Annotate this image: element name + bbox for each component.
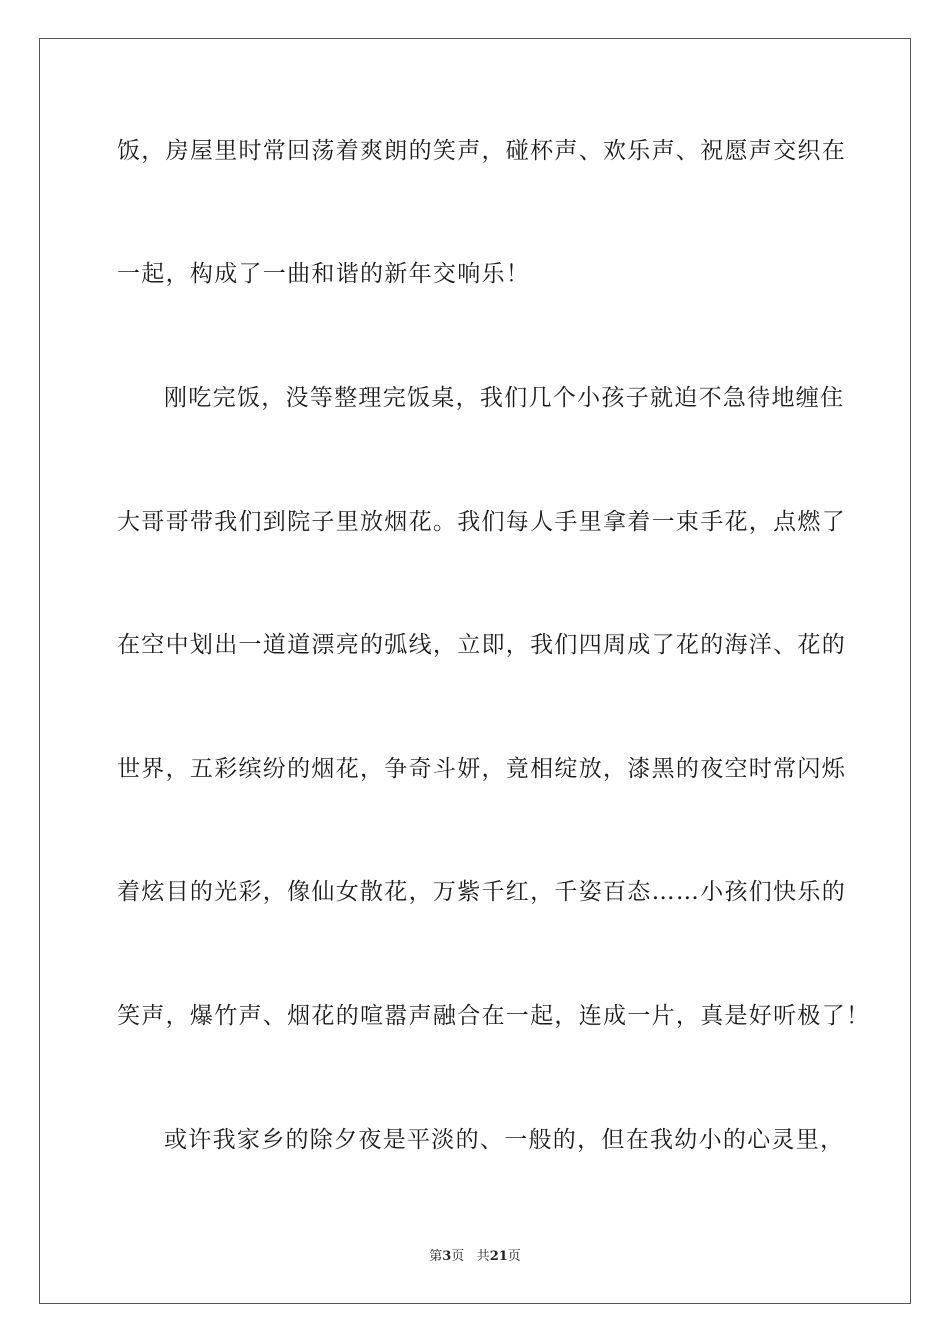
page-footer	[0, 1248, 950, 1266]
page-prefix: 第	[429, 1249, 443, 1264]
total-pages-number: 21	[489, 1249, 508, 1264]
paragraph-line: 着炫目的光彩，像仙女散花，万紫千红，千姿百态……小孩们快乐的	[117, 879, 846, 905]
paragraph-line: 刚吃完饭，没等整理完饭桌，我们几个小孩子就迫不急待地缠住	[164, 385, 845, 411]
paragraph-line: 在空中划出一道道漂亮的弧线，立即，我们四周成了花的海洋、花的	[117, 632, 846, 658]
paragraph-line: 或许我家乡的除夕夜是平淡的、一般的，但在我幼小的心灵里，	[164, 1127, 845, 1153]
page-border	[39, 38, 911, 1304]
paragraph-line: 世界，五彩缤纷的烟花，争奇斗妍，竟相绽放，漆黑的夜空时常闪烁	[117, 756, 846, 782]
total-suffix: 页	[507, 1249, 521, 1264]
paragraph-line: 笑声，爆竹声、烟花的喧嚣声融合在一起，连成一片，真是好听极了！	[117, 1003, 871, 1029]
page-suffix: 页	[451, 1249, 465, 1264]
current-page-number: 3	[442, 1249, 452, 1264]
paragraph-line: 大哥哥带我们到院子里放烟花。我们每人手里拿着一束手花，点燃了	[117, 509, 846, 535]
paragraph-line: 饭，房屋里时常回荡着爽朗的笑声，碰杯声、欢乐声、祝愿声交织在	[117, 138, 846, 164]
total-prefix: 共	[476, 1249, 490, 1264]
paragraph-line: 一起，构成了一曲和谐的新年交响乐！	[117, 261, 531, 287]
